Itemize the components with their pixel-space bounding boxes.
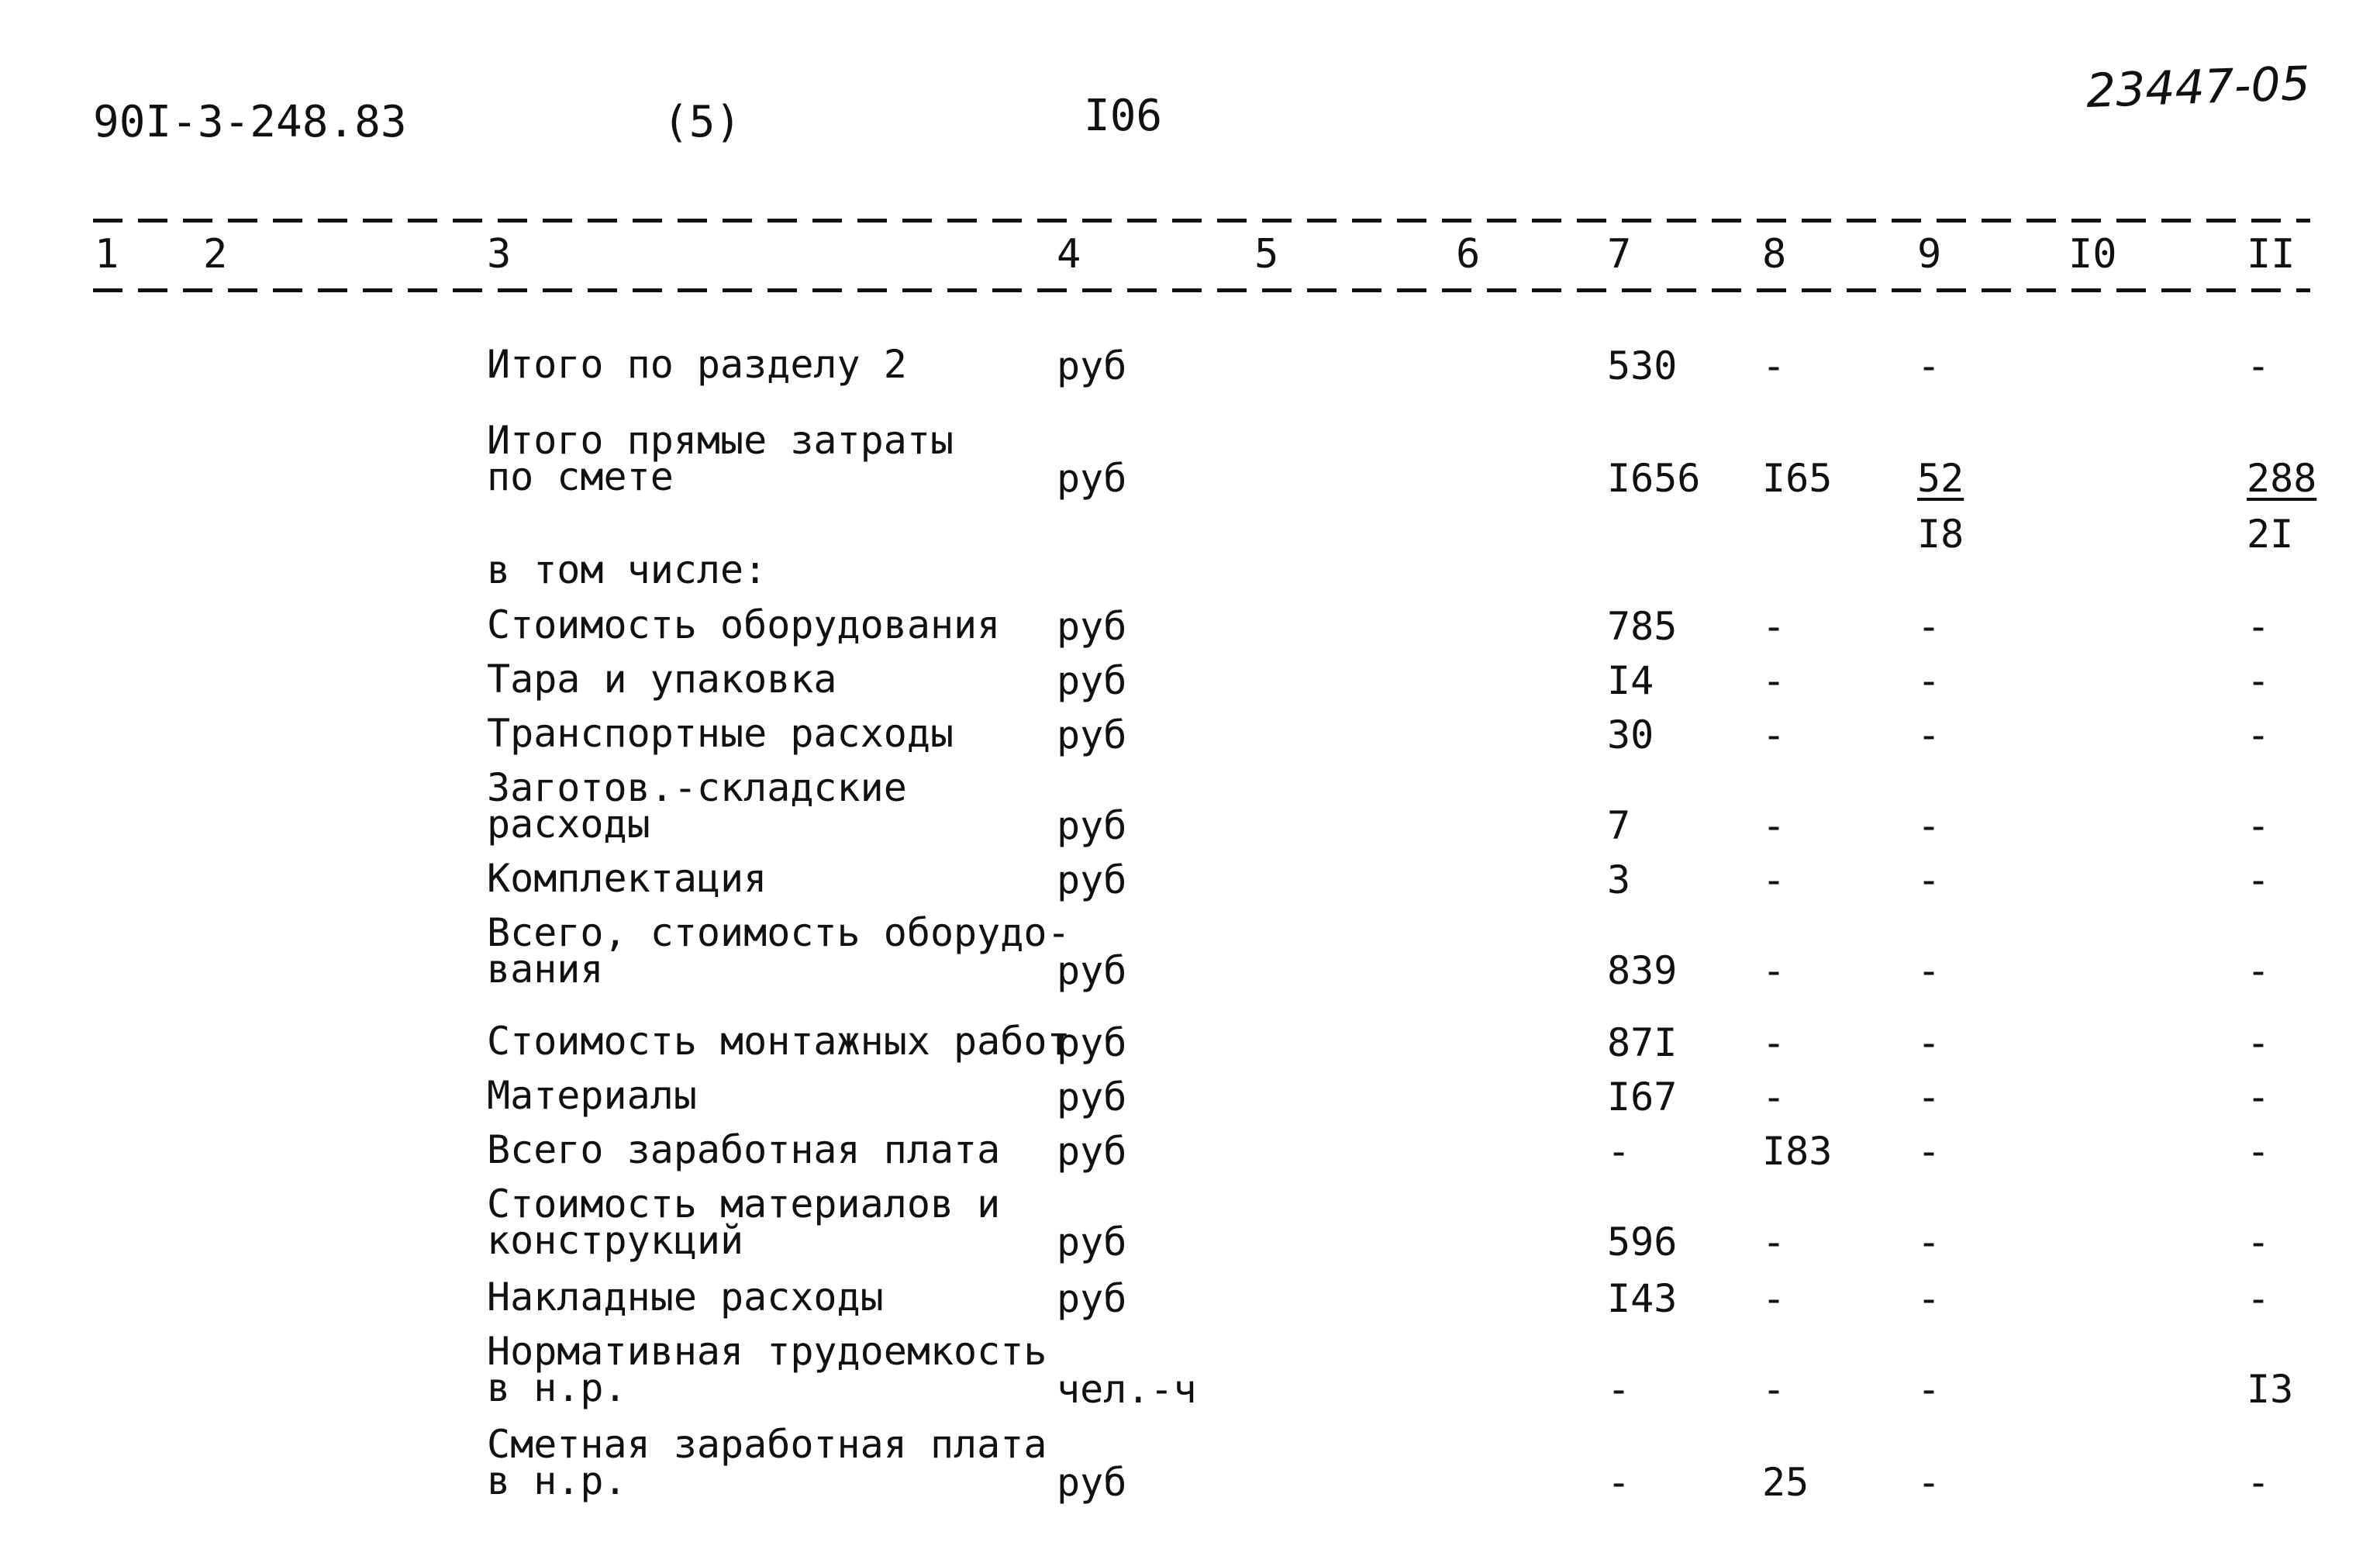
row-col9: -	[1917, 343, 1941, 388]
row-col11: -	[2247, 1220, 2271, 1264]
row-name: Нормативная трудоемкость в н.р.	[487, 1329, 1047, 1410]
column-header-10: I0	[2068, 231, 2117, 278]
row-unit: руб	[1057, 1276, 1127, 1321]
row-unit: руб	[1057, 712, 1127, 757]
row-col9: -	[1917, 1460, 1941, 1505]
row-unit: руб	[1057, 604, 1127, 649]
row-col9: -	[1917, 712, 1941, 757]
row-col8: I65	[1762, 456, 1833, 501]
row-col8: -	[1762, 1220, 1786, 1264]
page-number: I06	[1084, 91, 1163, 141]
row-col7: 87I	[1607, 1020, 1678, 1065]
row-col8: -	[1762, 857, 1786, 902]
row-col9: -	[1917, 604, 1941, 649]
column-header-7: 7	[1607, 231, 1632, 278]
row-unit: руб	[1057, 456, 1127, 501]
header-top-rule	[93, 219, 2310, 223]
row-name: Всего, стоимость оборудо- вания	[487, 910, 1071, 992]
row-name: Итого по разделу 2	[487, 342, 907, 387]
row-name: Накладные расходы	[487, 1275, 884, 1320]
row-name: Сметная заработная плата в н.р.	[487, 1422, 1047, 1503]
row-name: Транспортные расходы	[487, 711, 954, 756]
column-header-3: 3	[487, 231, 512, 278]
column-header-11: II	[2247, 231, 2295, 278]
row-unit: чел.-ч	[1057, 1367, 1197, 1412]
row-col7: 596	[1607, 1220, 1678, 1264]
row-col11: -	[2247, 857, 2271, 902]
row-col11: -	[2247, 712, 2271, 757]
row-name: в том числе:	[487, 547, 767, 592]
row-col7: 530	[1607, 343, 1678, 388]
row-name: Тара и упаковка	[487, 657, 837, 702]
row-col8: -	[1762, 948, 1786, 993]
archive-number: 23447-05	[2085, 56, 2311, 119]
row-col7: 785	[1607, 604, 1678, 649]
row-col9: -	[1917, 1129, 1941, 1174]
column-header-8: 8	[1762, 231, 1787, 278]
row-col9-numerator: 52	[1917, 456, 1964, 501]
row-name: Заготов.-складские расходы	[487, 765, 907, 847]
row-name: Всего заработная плата	[487, 1127, 1001, 1172]
row-unit: руб	[1057, 857, 1127, 902]
column-header-9: 9	[1917, 231, 1942, 278]
row-col9: -	[1917, 1020, 1941, 1065]
row-col7: 30	[1607, 712, 1654, 757]
row-name: Итого прямые затраты по смете	[487, 418, 954, 499]
section-number: (5)	[663, 97, 742, 147]
column-header-6: 6	[1456, 231, 1481, 278]
row-col8: -	[1762, 1367, 1786, 1412]
row-unit: руб	[1057, 803, 1127, 848]
row-col11: -	[2247, 1020, 2271, 1065]
row-col11: -	[2247, 1075, 2271, 1120]
row-col11: -	[2247, 803, 2271, 848]
column-header-4: 4	[1057, 231, 1081, 278]
header-bottom-rule	[93, 288, 2310, 292]
row-col8: -	[1762, 604, 1786, 649]
row-col8: -	[1762, 1276, 1786, 1321]
row-col8: -	[1762, 803, 1786, 848]
row-unit: руб	[1057, 1075, 1127, 1120]
row-col7: -	[1607, 1460, 1631, 1505]
row-col8: -	[1762, 712, 1786, 757]
row-col7: -	[1607, 1129, 1631, 1174]
row-col9: -	[1917, 1367, 1941, 1412]
row-col11: -	[2247, 343, 2271, 388]
row-name: Комплектация	[487, 856, 767, 901]
column-header-5: 5	[1254, 231, 1279, 278]
row-col7: -	[1607, 1367, 1631, 1412]
row-col9: -	[1917, 658, 1941, 703]
row-col7: 7	[1607, 803, 1631, 848]
column-header-1: 1	[95, 231, 119, 278]
row-col7: 839	[1607, 948, 1678, 993]
row-col8: -	[1762, 1075, 1786, 1120]
row-col9-denominator: I8	[1917, 512, 1964, 557]
row-col9: -	[1917, 803, 1941, 848]
row-unit: руб	[1057, 343, 1127, 388]
row-col11: -	[2247, 948, 2271, 993]
row-col9: -	[1917, 1220, 1941, 1264]
row-col11-numerator: 288	[2247, 456, 2317, 501]
row-col11: -	[2247, 1460, 2271, 1505]
row-unit: руб	[1057, 658, 1127, 703]
row-unit: руб	[1057, 1220, 1127, 1264]
row-col8: -	[1762, 343, 1786, 388]
row-col11: I3	[2247, 1367, 2294, 1412]
row-name: Стоимость оборудования	[487, 602, 1001, 647]
row-col8: 25	[1762, 1460, 1809, 1505]
row-col9: -	[1917, 1075, 1941, 1120]
row-col11: -	[2247, 658, 2271, 703]
column-header-2: 2	[203, 231, 228, 278]
row-name: Стоимость монтажных работ	[487, 1019, 1071, 1064]
row-col7: 3	[1607, 857, 1631, 902]
row-col8: -	[1762, 1020, 1786, 1065]
row-col9: -	[1917, 857, 1941, 902]
row-unit: руб	[1057, 1020, 1127, 1065]
row-unit: руб	[1057, 1460, 1127, 1505]
row-col7: I43	[1607, 1276, 1678, 1321]
row-col11: -	[2247, 604, 2271, 649]
row-col8: -	[1762, 658, 1786, 703]
row-col7: I656	[1607, 456, 1701, 501]
document-code: 90I-3-248.83	[93, 97, 407, 147]
row-col11-denominator: 2I	[2247, 512, 2294, 557]
row-unit: руб	[1057, 1129, 1127, 1174]
row-unit: руб	[1057, 948, 1127, 993]
row-name: Материалы	[487, 1073, 697, 1118]
row-col7: I4	[1607, 658, 1654, 703]
row-col8: I83	[1762, 1129, 1833, 1174]
row-col11: -	[2247, 1129, 2271, 1174]
row-col11: -	[2247, 1276, 2271, 1321]
row-col9: -	[1917, 948, 1941, 993]
row-col9: -	[1917, 1276, 1941, 1321]
row-name: Стоимость материалов и конструкций	[487, 1182, 1001, 1263]
row-col7: I67	[1607, 1075, 1678, 1120]
